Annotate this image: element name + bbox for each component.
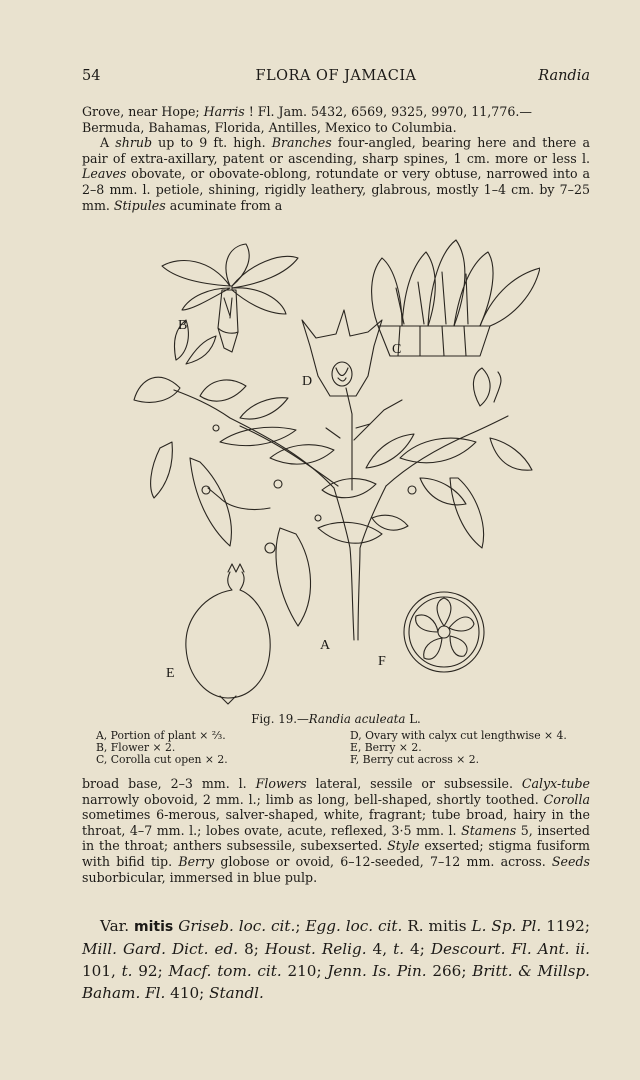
var-mitis-paragraph: Var. mitis Griseb. loc. cit.; Egg. loc. cit. R. mitis L. Sp. Pl. 1192; Mill. Gard. Dict. ed. 8; Houst. Relig. 4, t. 4; Descourt. Fl. Ant. ii. 101, t. 92; Macf. tom. cit. 210; Jenn. Is. Pin. 266; Britt. & Millsp. Baham. Fl. 410; Standl.: [82, 917, 590, 1002]
label-e: E: [166, 666, 175, 681]
page-number: 54: [82, 68, 101, 84]
legend-item: D, Ovary with calyx cut lengthwise × 4.: [350, 729, 567, 742]
label-b: B: [178, 318, 188, 333]
flower-description: broad base, 2–3 mm. l. Flowers lateral, sessile or subsessile. Calyx-tube narrowly obovoid, 2 mm. l.; limb as long, bell-shaped, shortly toothed. Corolla sometimes 6-merous, salver-shaped, white, fragrant; tube broad, hairy in the throat, 4–7 mm. l.; lobes ovate, acute, reflexed, 3·5 mm. l. Stamens 5, inserted in the throat; anthers subsessile, subexserted. Style exserted; stigma fusiform with bifid tip. Berry globose or ovoid, 6–12-seeded, 7–12 mm. across. Seeds suborbicular, immersed in blue pulp.: [82, 776, 590, 885]
flower-drawing: [162, 244, 298, 352]
label-a: A: [320, 638, 331, 653]
berry-drawing: [186, 564, 270, 704]
shrub-description: A shrub up to 9 ft. high. Branches four-angled, bearing here and there a pair of extra-axillary, patent or ascending, sharp spines, 1 cm. more or less l. Leaves obovate, or obovate-oblong, rotundate or very obtuse, narrowed into a 2–8 mm. l. petiole, shining, rigidly leathery, glabrous, mostly 1–4 cm. by 7–25 mm. Stipules acuminate from a: [82, 135, 590, 213]
book-title: FLORA OF JAMACIA: [255, 68, 417, 84]
genus-heading: Randia: [538, 68, 590, 84]
legend-item: C, Corolla cut open × 2.: [96, 753, 228, 766]
description-bottom: [82, 776, 590, 885]
locality-line: Grove, near Hope; Harris ! Fl. Jam. 5432, 6569, 9325, 9970, 11,776.— Bermuda, Bahamas, Florida, Antilles, Mexico to Columbia.: [82, 104, 532, 135]
figure-caption: Fig. 19.—Randia aculeata L.: [251, 712, 421, 726]
variety-references: [82, 915, 590, 1004]
corolla-drawing: [372, 240, 540, 356]
berry-section-drawing: [404, 592, 484, 672]
legend-item: E, Berry × 2.: [350, 741, 422, 754]
running-header: [82, 68, 590, 88]
label-c: C: [392, 342, 402, 357]
botanical-illustration: [120, 228, 540, 708]
legend-item: B, Flower × 2.: [96, 741, 176, 754]
legend-item: A, Portion of plant × ⅔.: [96, 729, 226, 742]
description-top: [82, 104, 590, 213]
randia-drawing: [120, 228, 540, 708]
label-d: D: [302, 374, 313, 389]
label-f: F: [378, 654, 386, 669]
legend-item: F, Berry cut across × 2.: [350, 753, 480, 766]
ovary-drawing: [302, 310, 382, 396]
